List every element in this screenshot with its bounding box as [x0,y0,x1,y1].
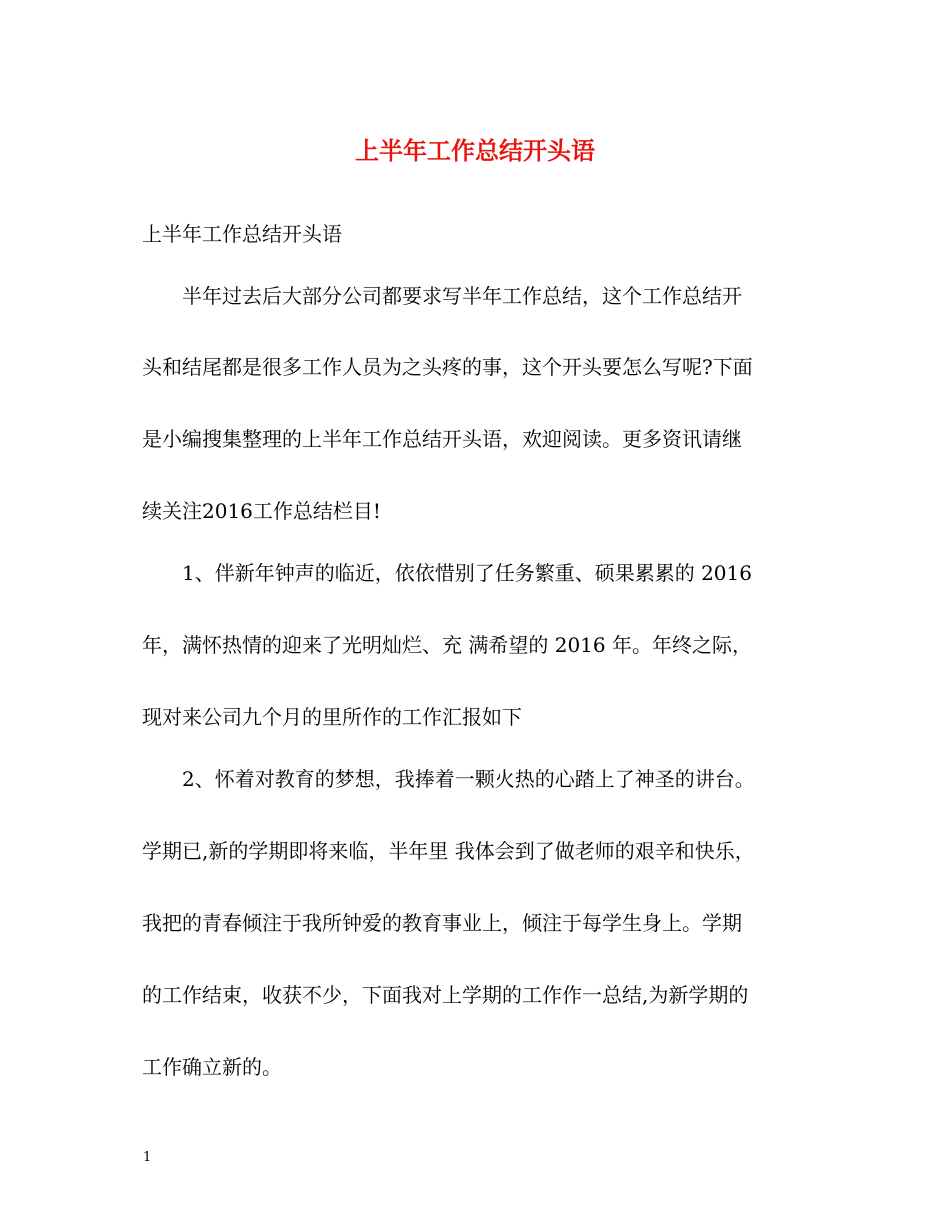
section-heading: 上半年工作总结开头语 [142,222,342,246]
paragraph-line: 年，满怀热情的迎来了光明灿烂、充 满希望的 2016 年。年终之际， [142,633,752,657]
paragraph-line: 学期已,新的学期即将来临，半年里 我体会到了做老师的艰辛和快乐， [142,839,755,863]
paragraph-line: 2、怀着对教育的梦想，我捧着一颗火热的心踏上了神圣的讲台。 [182,767,755,791]
paragraph-line: 现对来公司九个月的里所作的工作汇报如下 [142,705,522,729]
paragraph-line: 半年过去后大部分公司都要求写半年工作总结，这个工作总结开 [182,284,742,308]
paragraph-line: 我把的青春倾注于我所钟爱的教育事业上，倾注于每学生身上。学期 [142,911,742,935]
document-title: 上半年工作总结开头语 [355,136,595,165]
page-number: 1 [143,1150,152,1165]
paragraph-line: 工作确立新的。 [142,1055,282,1079]
paragraph-line: 1、伴新年钟声的临近，依依惜别了任务繁重、硕果累累的 2016 [182,561,752,585]
paragraph-line: 的工作结束，收获不少，下面我对上学期的工作作一总结,为新学期的 [142,983,749,1007]
paragraph-line: 续关注2016工作总结栏目! [142,499,381,523]
paragraph-line: 头和结尾都是很多工作人员为之头疼的事，这个开头要怎么写呢?下面 [142,355,753,379]
paragraph-line: 是小编搜集整理的上半年工作总结开头语，欢迎阅读。更多资讯请继 [142,427,742,451]
